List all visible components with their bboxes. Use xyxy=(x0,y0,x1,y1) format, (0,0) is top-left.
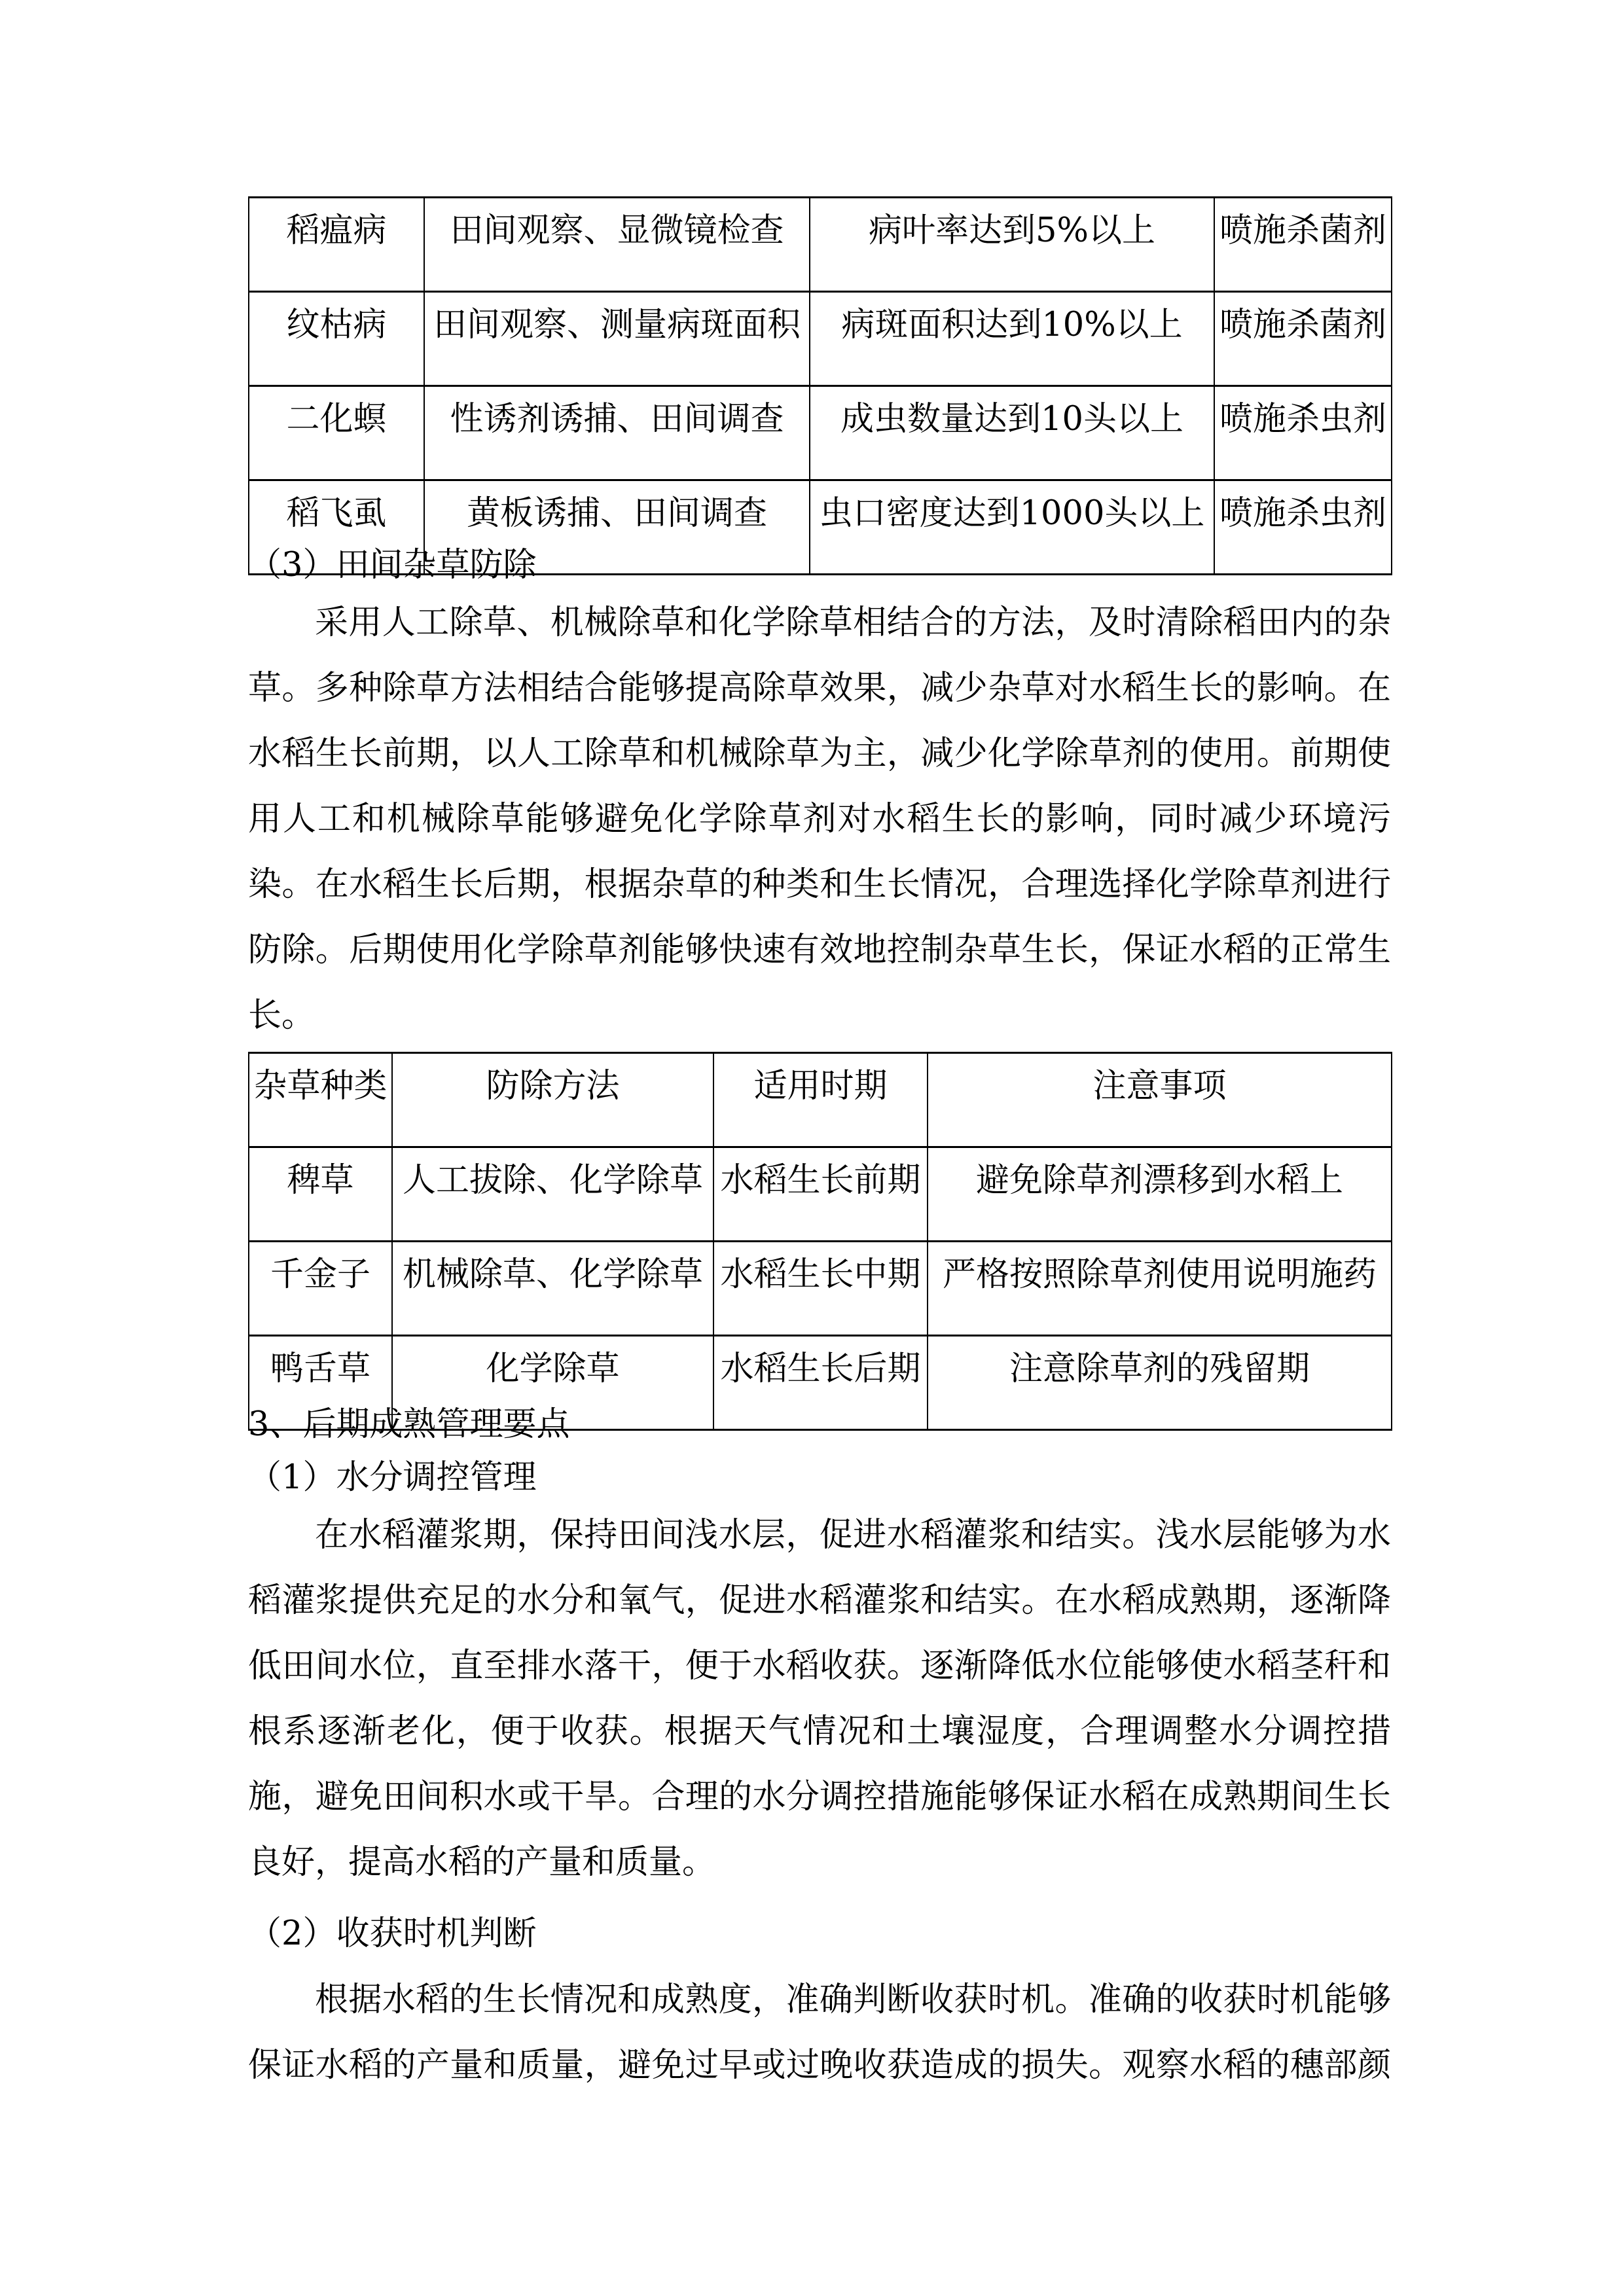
table-row xyxy=(249,1242,1392,1336)
pest-disease-table xyxy=(248,196,1392,575)
table-cell: 虫口密度达到1000头以上 xyxy=(810,480,1214,575)
text-line: 防除。后期使用化学除草剂能够快速有效地控制杂草生长，保证水稻的正常生 xyxy=(248,931,1391,969)
heading-water-management: （1）水分调控管理 xyxy=(248,1458,537,1497)
table-row xyxy=(249,386,1392,480)
table-cell: 喷施杀虫剂 xyxy=(1214,386,1392,480)
text-line: 草。多种除草方法相结合能够提高除草效果，减少杂草对水稻生长的影响。在 xyxy=(248,669,1391,708)
paragraph-harvest-timing xyxy=(248,1967,1391,2098)
table-cell: 杂草种类 xyxy=(249,1053,392,1147)
table-cell: 千金子 xyxy=(249,1242,392,1336)
text-line: 染。在水稻生长后期，根据杂草的种类和生长情况，合理选择化学除草剂进行 xyxy=(248,865,1391,904)
text-line: 在水稻灌浆期，保持田间浅水层，促进水稻灌浆和结实。浅水层能够为水 xyxy=(315,1516,1391,1554)
heading-harvest-timing: （2）收获时机判断 xyxy=(248,1914,537,1953)
table-cell: 黄板诱捕、田间调查 xyxy=(424,480,810,575)
table-cell: 化学除草 xyxy=(392,1336,713,1430)
text-line: 稻灌浆提供充足的水分和氧气，促进水稻灌浆和结实。在水稻成熟期，逐渐降 xyxy=(248,1581,1391,1620)
table-cell: 稗草 xyxy=(249,1147,392,1242)
table-cell: 严格按照除草剂使用说明施药 xyxy=(928,1242,1392,1336)
table-cell: 机械除草、化学除草 xyxy=(392,1242,713,1336)
heading-weed-control: （3）田间杂草防除 xyxy=(248,546,537,584)
table-cell: 水稻生长后期 xyxy=(713,1336,928,1430)
table-cell: 稻瘟病 xyxy=(249,198,424,292)
table-cell: 适用时期 xyxy=(713,1053,928,1147)
text-line: 低田间水位，直至排水落干，便于水稻收获。逐渐降低水位能够使水稻茎秆和 xyxy=(248,1647,1391,1685)
text-line: 用人工和机械除草能够避免化学除草剂对水稻生长的影响，同时减少环境污 xyxy=(248,800,1391,838)
table-cell: 注意事项 xyxy=(928,1053,1392,1147)
table-cell: 避免除草剂漂移到水稻上 xyxy=(928,1147,1392,1242)
table-cell: 成虫数量达到10头以上 xyxy=(810,386,1214,480)
table-cell: 稻飞虱 xyxy=(249,480,424,575)
text-line: 采用人工除草、机械除草和化学除草相结合的方法，及时清除稻田内的杂 xyxy=(315,603,1391,642)
text-line: 根据水稻的生长情况和成熟度，准确判断收获时机。准确的收获时机能够 xyxy=(315,1981,1391,2019)
table-row xyxy=(249,198,1392,292)
paragraph-weed-control xyxy=(248,590,1391,1049)
table-cell: 喷施杀菌剂 xyxy=(1214,198,1392,292)
table-cell: 纹枯病 xyxy=(249,292,424,386)
table-header-row xyxy=(249,1053,1392,1147)
table-row xyxy=(249,292,1392,386)
table-cell: 病叶率达到5%以上 xyxy=(810,198,1214,292)
table-cell: 田间观察、测量病斑面积 xyxy=(424,292,810,386)
text-line: 根系逐渐老化，便于收获。根据天气情况和土壤湿度，合理调整水分调控措 xyxy=(248,1712,1391,1751)
table-cell: 二化螟 xyxy=(249,386,424,480)
table-cell: 水稻生长中期 xyxy=(713,1242,928,1336)
weed-table xyxy=(248,1052,1392,1431)
text-line: 保证水稻的产量和质量，避免过早或过晚收获造成的损失。观察水稻的穗部颜 xyxy=(248,2046,1391,2085)
table-cell: 防除方法 xyxy=(392,1053,713,1147)
table-cell: 水稻生长前期 xyxy=(713,1147,928,1242)
table-cell: 喷施杀虫剂 xyxy=(1214,480,1392,575)
text-line: 长。 xyxy=(248,996,316,1035)
heading-late-maturity: 3、后期成熟管理要点 xyxy=(248,1405,570,1444)
text-line: 良好，提高水稻的产量和质量。 xyxy=(248,1843,716,1882)
table-cell: 病斑面积达到10%以上 xyxy=(810,292,1214,386)
table-cell: 喷施杀菌剂 xyxy=(1214,292,1392,386)
table-cell: 人工拔除、化学除草 xyxy=(392,1147,713,1242)
table-cell: 注意除草剂的残留期 xyxy=(928,1336,1392,1430)
text-line: 水稻生长前期，以人工除草和机械除草为主，减少化学除草剂的使用。前期使 xyxy=(248,734,1391,773)
table-cell: 田间观察、显微镜检查 xyxy=(424,198,810,292)
table-row xyxy=(249,1147,1392,1242)
table-cell: 性诱剂诱捕、田间调查 xyxy=(424,386,810,480)
text-line: 施，避免田间积水或干旱。合理的水分调控措施能够保证水稻在成熟期间生长 xyxy=(248,1778,1391,1816)
paragraph-water-management xyxy=(248,1503,1391,1895)
table-cell: 鸭舌草 xyxy=(249,1336,392,1430)
